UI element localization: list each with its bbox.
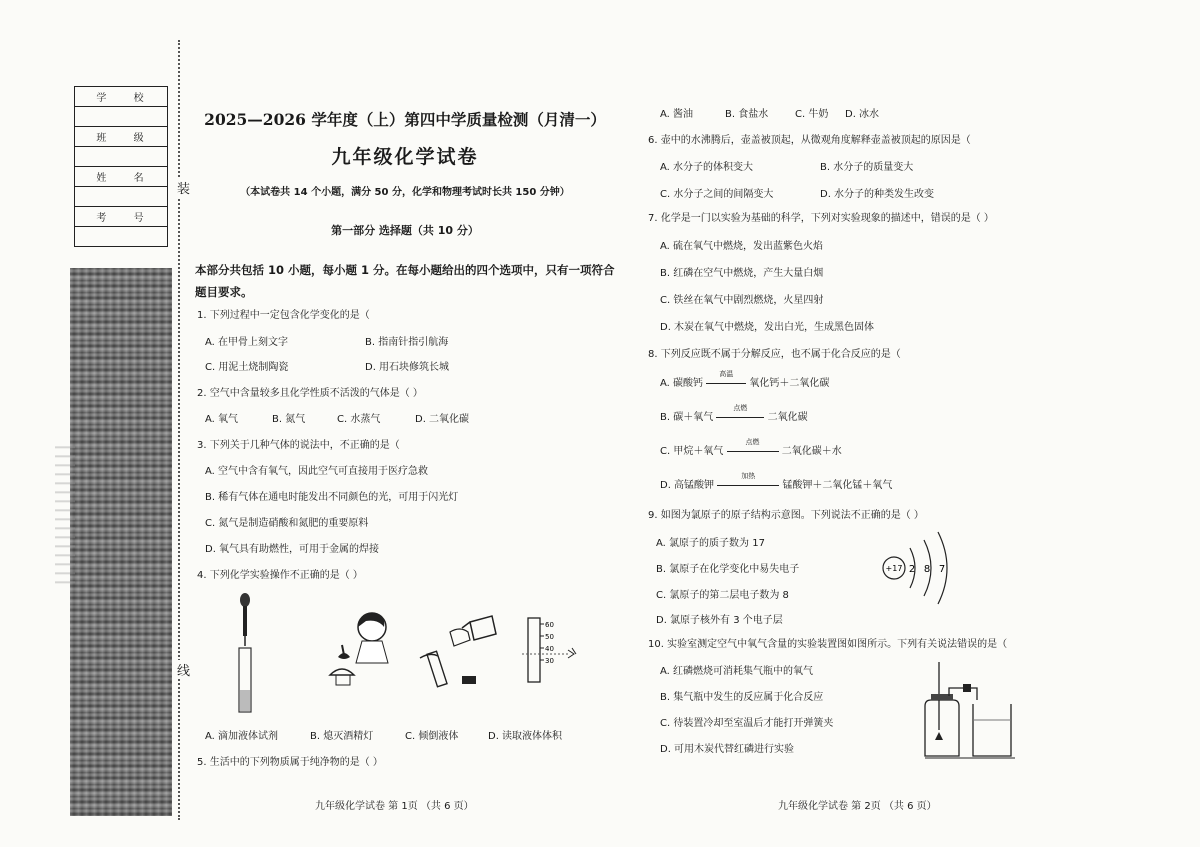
q5-option-d: D. 冰水 bbox=[845, 109, 880, 120]
q1-option-d: D. 用石块修筑长城 bbox=[365, 362, 450, 373]
q3-option-b: B. 稀有气体在通电时能发出不同颜色的光，可用于闪光灯 bbox=[205, 492, 459, 503]
school-label: 学 校 bbox=[75, 87, 168, 107]
q10-option-c: C. 待装置冷却至室温后才能打开弹簧夹 bbox=[660, 718, 834, 729]
q10-option-a: A. 红磷燃烧可消耗集气瓶中的氧气 bbox=[660, 666, 814, 677]
q8-c-condition: 点燃 bbox=[745, 438, 760, 446]
q3-option-a: A. 空气中含有氧气，因此空气可直接用于医疗急救 bbox=[205, 466, 429, 477]
q8-b-condition: 点燃 bbox=[733, 404, 748, 412]
scanned-binding-stripe bbox=[70, 268, 172, 816]
shell-1-electrons: 2 bbox=[908, 564, 916, 575]
q8-option-c bbox=[660, 438, 842, 457]
water-beaker bbox=[973, 704, 1011, 756]
q8-a-condition: 高温 bbox=[719, 370, 734, 378]
q8-d-product: 锰酸钾＋二氧化锰＋氧气 bbox=[782, 480, 893, 491]
q1-option-b: B. 指南针指引航海 bbox=[365, 337, 449, 348]
burning-spoon bbox=[935, 732, 943, 740]
reaction-arrow bbox=[727, 438, 779, 456]
q9-option-b: B. 氯原子在化学变化中易失电子 bbox=[656, 564, 800, 575]
binding-mark-zhuang: 装 bbox=[177, 178, 190, 197]
q10-option-b: B. 集气瓶中发生的反应属于化合反应 bbox=[660, 692, 824, 703]
reaction-arrow bbox=[716, 404, 764, 422]
q8-b-product: 二氧化碳 bbox=[767, 412, 808, 423]
cylinder-tick-60: 60 bbox=[545, 621, 554, 629]
section-heading: 第一部分 选择题（共 10 分） bbox=[331, 224, 479, 237]
q2-option-b: B. 氮气 bbox=[272, 414, 306, 425]
nucleus-charge: +17 bbox=[885, 564, 903, 573]
q8-b-reactant: B. 碳＋氧气 bbox=[660, 412, 714, 423]
q10-option-d: D. 可用木炭代替红磷进行实验 bbox=[660, 744, 795, 755]
exam-note: （本试卷共 14 个小题，满分 50 分，化学和物理考试时长共 150 分钟） bbox=[240, 187, 570, 198]
exam-number-label: 考 号 bbox=[75, 207, 168, 227]
cylinder-tick-40: 40 bbox=[545, 645, 554, 653]
q7-option-a: A. 硫在氧气中燃烧，发出蓝紫色火焰 bbox=[660, 241, 824, 252]
stopper bbox=[931, 694, 953, 700]
spring-clamp bbox=[963, 684, 971, 692]
q9-stem: 9. 如图为氯原子的原子结构示意图。下列说法不正确的是（ ） bbox=[648, 510, 924, 521]
q3-stem: 3. 下列关于几种气体的说法中，不正确的是（ bbox=[197, 440, 400, 451]
q8-a-product: 氧化钙＋二氧化碳 bbox=[749, 378, 830, 389]
q8-stem: 8. 下列反应既不属于分解反应，也不属于化合反应的是（ bbox=[648, 349, 901, 360]
q5-option-a: A. 酱油 bbox=[660, 109, 694, 120]
name-label: 姓 名 bbox=[75, 167, 168, 187]
binding-mark-xian: 线 bbox=[177, 660, 190, 679]
section-instructions: 本部分共包括 10 小题，每小题 1 分。在每小题给出的四个选项中，只有一项符合题目要求。 bbox=[195, 263, 615, 299]
q1-option-a: A. 在甲骨上刻文字 bbox=[205, 337, 289, 348]
cylinder-tick-30: 30 bbox=[545, 657, 554, 665]
q8-option-d bbox=[660, 472, 893, 491]
cylinder-tick-50: 50 bbox=[545, 633, 554, 641]
q4-stem: 4. 下列化学实验操作不正确的是（ ） bbox=[197, 570, 363, 581]
q6-option-a: A. 水分子的体积变大 bbox=[660, 162, 754, 173]
q9-option-d: D. 氯原子核外有 3 个电子层 bbox=[656, 615, 783, 626]
q7-option-d: D. 木炭在氧气中燃烧，发出白光，生成黑色固体 bbox=[660, 322, 875, 333]
exam-subtitle: 九年级化学试卷 bbox=[331, 146, 479, 168]
class-field[interactable] bbox=[75, 147, 168, 167]
q5-stem: 5. 生活中的下列物质属于纯净物的是（ ） bbox=[197, 757, 383, 768]
q6-option-c: C. 水分子之间的间隔变大 bbox=[660, 189, 774, 200]
q7-option-b: B. 红磷在空气中燃烧，产生大量白烟 bbox=[660, 268, 824, 279]
q8-d-condition: 加热 bbox=[741, 472, 756, 480]
q6-option-b: B. 水分子的质量变大 bbox=[820, 162, 914, 173]
extinguish-lamp-illustration bbox=[322, 605, 402, 695]
q3-option-c: C. 氮气是制造硝酸和氮肥的重要原料 bbox=[205, 518, 369, 529]
q5-option-b: B. 食盐水 bbox=[725, 109, 769, 120]
scan-noise bbox=[55, 440, 75, 590]
q8-option-a bbox=[660, 370, 830, 389]
q6-stem: 6. 壶中的水沸腾后，壶盖被顶起，从微观角度解释壶盖被顶起的原因是（ bbox=[648, 135, 971, 146]
chlorine-atom-diagram bbox=[880, 530, 960, 608]
q2-stem: 2. 空气中含量较多且化学性质不活泼的气体是（ ） bbox=[197, 388, 423, 399]
q2-option-a: A. 氧气 bbox=[205, 414, 239, 425]
exam-title: 2025—2026 学年度（上）第四中学质量检测（月清一） bbox=[204, 110, 606, 129]
q8-option-b bbox=[660, 404, 808, 423]
student-info-table bbox=[74, 86, 168, 247]
name-field[interactable] bbox=[75, 187, 168, 207]
q4-option-c: C. 倾倒液体 bbox=[405, 731, 459, 742]
q10-stem: 10. 实验室测定空气中氧气含量的实验装置图如图所示。下列有关说法错误的是（ bbox=[648, 639, 1008, 650]
q2-option-c: C. 水蒸气 bbox=[337, 414, 381, 425]
page2-footer: 九年级化学试卷 第 2页 （共 6 页） bbox=[778, 801, 937, 812]
q2-option-d: D. 二氧化碳 bbox=[415, 414, 470, 425]
pour-liquid-illustration bbox=[410, 612, 505, 692]
q3-option-d: D. 氧气具有助燃性，可用于金属的焊接 bbox=[205, 544, 380, 555]
q1-option-c: C. 用泥土烧制陶瓷 bbox=[205, 362, 289, 373]
shell-3-electrons: 7 bbox=[938, 564, 946, 575]
binding-line bbox=[178, 40, 180, 820]
q4-option-d: D. 读取液体体积 bbox=[488, 731, 563, 742]
q5-option-c: C. 牛奶 bbox=[795, 109, 829, 120]
reaction-arrow bbox=[717, 472, 779, 490]
oxygen-content-apparatus bbox=[915, 660, 1025, 760]
q4-option-a: A. 滴加液体试剂 bbox=[205, 731, 279, 742]
q9-option-c: C. 氯原子的第二层电子数为 8 bbox=[656, 590, 789, 601]
reaction-arrow bbox=[706, 370, 746, 388]
exam-number-field[interactable] bbox=[75, 227, 168, 247]
dropper-illustration bbox=[225, 590, 265, 715]
class-label: 班 级 bbox=[75, 127, 168, 147]
q8-d-reactant: D. 高锰酸钾 bbox=[660, 480, 715, 491]
q6-option-d: D. 水分子的种类发生改变 bbox=[820, 189, 935, 200]
q8-c-reactant: C. 甲烷＋氧气 bbox=[660, 446, 724, 457]
school-field[interactable] bbox=[75, 107, 168, 127]
q7-option-c: C. 铁丝在氧气中剧烈燃烧，火星四射 bbox=[660, 295, 824, 306]
read-volume-illustration bbox=[512, 614, 582, 686]
q4-option-b: B. 熄灭酒精灯 bbox=[310, 731, 374, 742]
q7-stem: 7. 化学是一门以实验为基础的科学，下列对实验现象的描述中，错误的是（ ） bbox=[648, 213, 994, 224]
q9-option-a: A. 氯原子的质子数为 17 bbox=[656, 538, 765, 549]
page1-footer: 九年级化学试卷 第 1页 （共 6 页） bbox=[315, 801, 474, 812]
shell-2-electrons: 8 bbox=[923, 564, 931, 575]
q1-stem: 1. 下列过程中一定包含化学变化的是（ bbox=[197, 310, 370, 321]
q8-c-product: 二氧化碳＋水 bbox=[781, 446, 842, 457]
q8-a-reactant: A. 碳酸钙 bbox=[660, 378, 704, 389]
gas-bottle bbox=[925, 700, 959, 756]
